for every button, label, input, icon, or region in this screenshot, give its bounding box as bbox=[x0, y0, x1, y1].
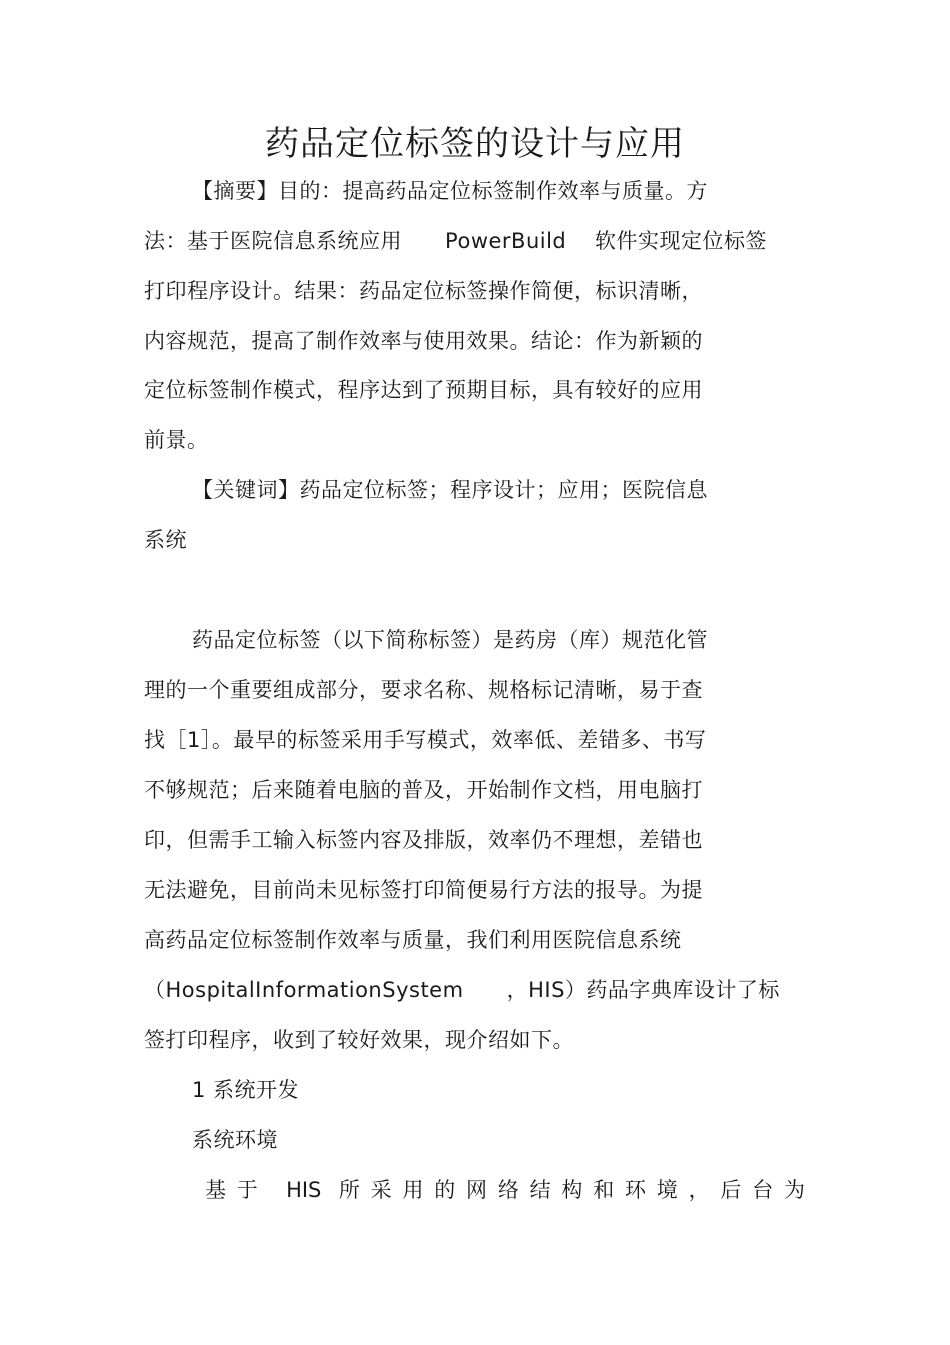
section-heading: 1 系统开发 bbox=[192, 1078, 300, 1102]
body-line: 无法避免，目前尚未见标签打印简便易行方法的报导。为提 bbox=[144, 878, 703, 902]
abstract-line: 打印程序设计。结果：药品定位标签操作简便，标识清晰， bbox=[144, 279, 703, 303]
abstract-line: 前景。 bbox=[144, 428, 209, 452]
body-line: 签打印程序，收到了较好效果，现介绍如下。 bbox=[144, 1028, 574, 1052]
body-line: （HospitalInformationSystem ，HIS）药品字典库设计了标 bbox=[144, 978, 780, 1002]
body-line: 药品定位标签（以下简称标签）是药房（库）规范化管 bbox=[192, 628, 708, 652]
body-line: 印，但需手工输入标签内容及排版，效率仍不理想，差错也 bbox=[144, 828, 703, 852]
abstract-line: 法：基于医院信息系统应用 PowerBuild 软件实现定位标签 bbox=[144, 229, 767, 253]
body-line: 不够规范；后来随着电脑的普及，开始制作文档，用电脑打 bbox=[144, 778, 703, 802]
keywords-line: 系统 bbox=[144, 528, 187, 552]
abstract-line: 【摘要】目的：提高药品定位标签制作效率与质量。方 bbox=[192, 179, 708, 203]
keywords-line: 【关键词】药品定位标签；程序设计；应用；医院信息 bbox=[192, 478, 708, 502]
body-line-last: 基于 HIS 所采用的网络结构和环境，后台为 bbox=[205, 1178, 805, 1202]
body-line: 找［1］。最早的标签采用手写模式，效率低、差错多、书写 bbox=[144, 728, 707, 752]
body-line: 高药品定位标签制作效率与质量，我们利用医院信息系统 bbox=[144, 928, 682, 952]
abstract-line: 定位标签制作模式，程序达到了预期目标，具有较好的应用 bbox=[144, 378, 703, 402]
body-line: 理的一个重要组成部分，要求名称、规格标记清晰，易于查 bbox=[144, 678, 703, 702]
page-title: 药品定位标签的设计与应用 bbox=[265, 124, 685, 164]
abstract-line: 内容规范，提高了制作效率与使用效果。结论：作为新颖的 bbox=[144, 329, 703, 353]
subsection-heading: 系统环境 bbox=[192, 1128, 278, 1152]
